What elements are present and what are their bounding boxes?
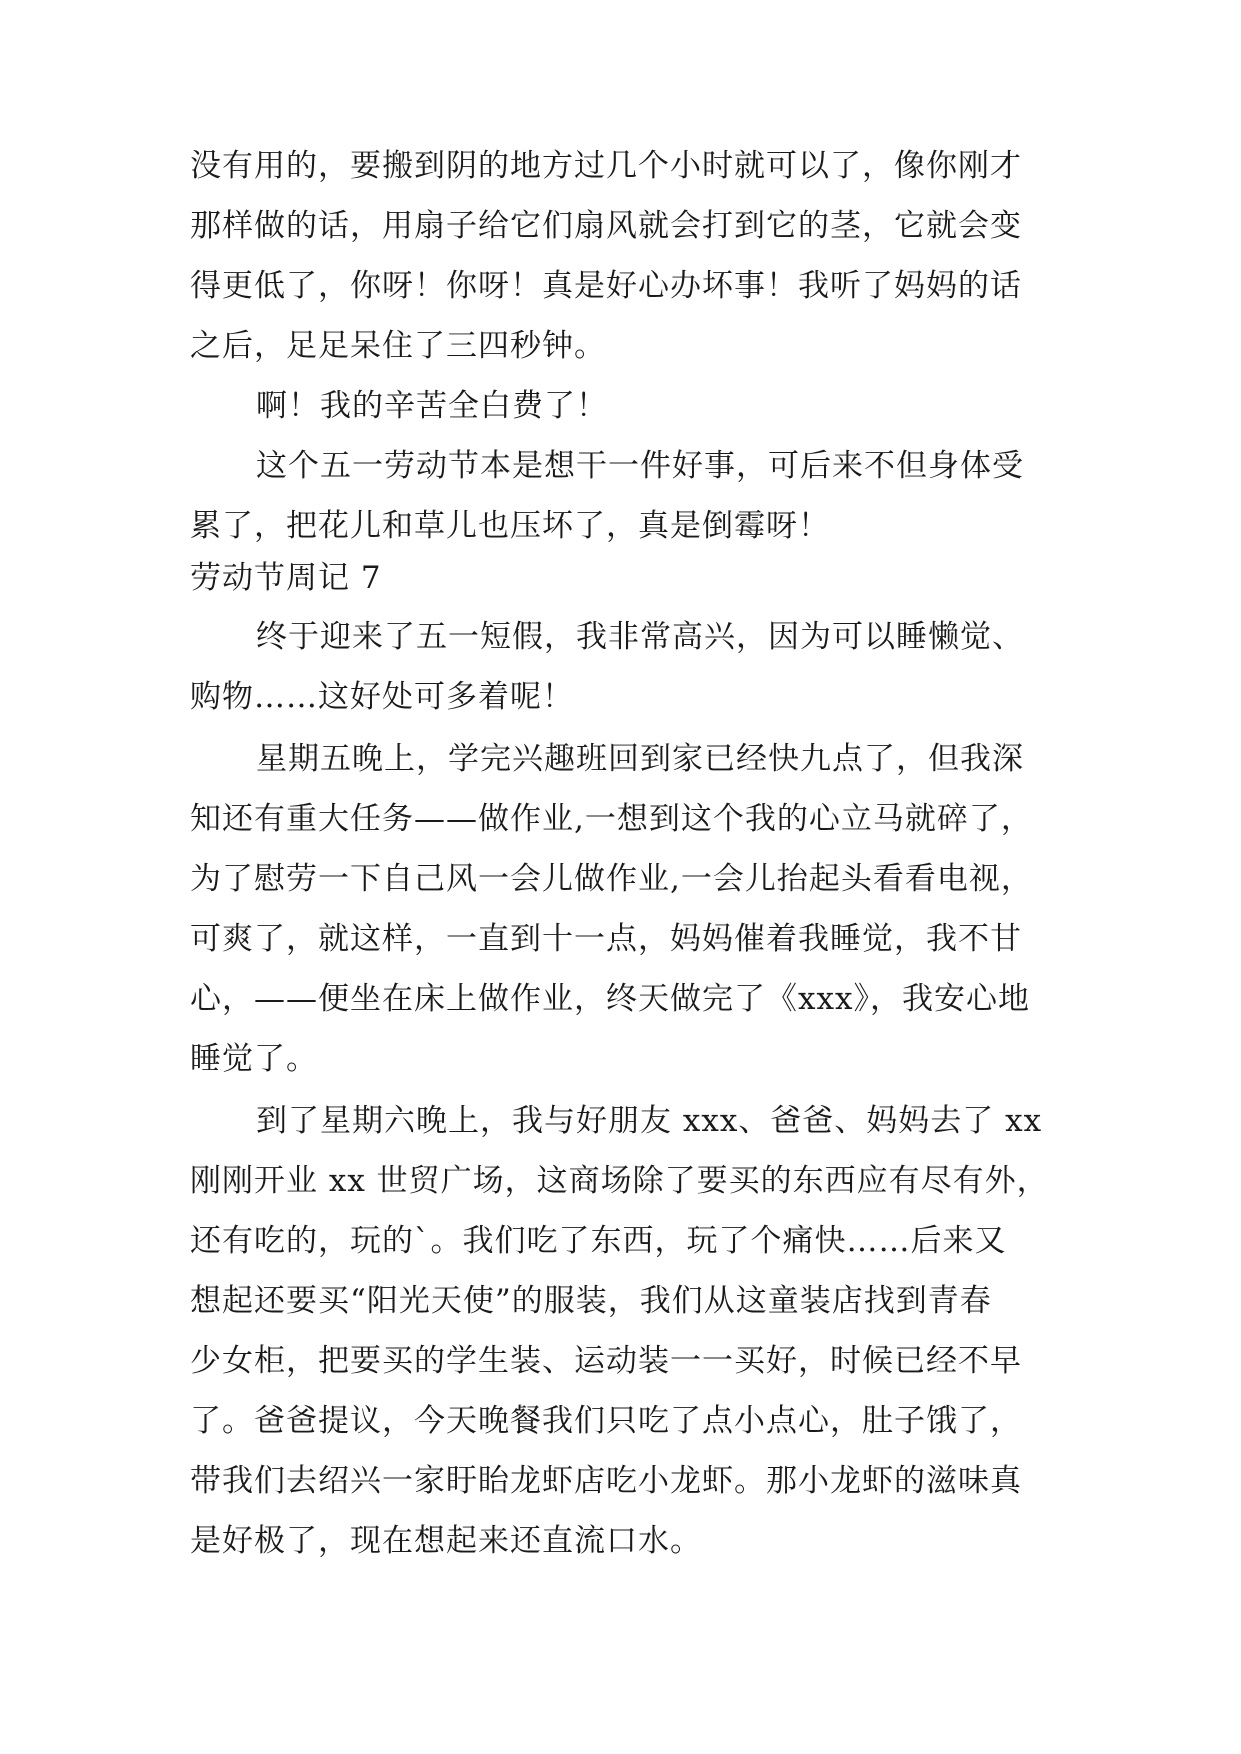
paragraph-line: 了。爸爸提议，今天晚餐我们只吃了点小点心，肚子饿了， <box>190 1403 1022 1439</box>
paragraph-line: 累了，把花儿和草儿也压坏了，真是倒霉呀！ <box>190 508 830 544</box>
paragraph-line: 没有用的，要搬到阴的地方过几个小时就可以了，像你刚才 <box>190 148 1022 184</box>
paragraph-line: 这个五一劳动节本是想干一件好事，可后来不但身体受 <box>256 448 1024 484</box>
paragraph-line: 那样做的话，用扇子给它们扇风就会打到它的茎，它就会变 <box>190 208 1022 244</box>
paragraph-line: 终于迎来了五一短假，我非常高兴，因为可以睡懒觉、 <box>256 619 1024 655</box>
paragraph-line: 心，——便坐在床上做作业，终天做完了《xxx》，我安心地 <box>190 981 1030 1017</box>
paragraph-line: 睡觉了。 <box>190 1041 318 1077</box>
paragraph-line: 购物……这好处可多着呢！ <box>190 679 574 715</box>
paragraph-line: 为了慰劳一下自己风一会儿做作业,一会儿抬起头看看电视， <box>190 861 1033 897</box>
paragraph-line: 星期五晚上，学完兴趣班回到家已经快九点了，但我深 <box>256 741 1024 777</box>
paragraph-line: 之后，足足呆住了三四秒钟。 <box>190 328 606 364</box>
paragraph-line: 知还有重大任务——做作业,一想到这个我的心立马就碎了， <box>190 801 1033 837</box>
paragraph-line: 可爽了，就这样，一直到十一点，妈妈催着我睡觉，我不甘 <box>190 921 1022 957</box>
paragraph-line: 想起还要买“阳光天使”的服装，我们从这童装店找到青春 <box>190 1283 992 1319</box>
paragraph-line: 啊！我的辛苦全白费了！ <box>256 388 608 424</box>
paragraph-line: 得更低了，你呀！你呀！真是好心办坏事！我听了妈妈的话 <box>190 268 1022 304</box>
section-heading: 劳动节周记 7 <box>190 560 382 596</box>
paragraph-line: 带我们去绍兴一家盱眙龙虾店吃小龙虾。那小龙虾的滋味真 <box>190 1463 1022 1499</box>
paragraph-line: 少女柜，把要买的学生装、运动装一一买好，时候已经不早 <box>190 1343 1022 1379</box>
paragraph-line: 刚刚开业 xx 世贸广场，这商场除了要买的东西应有尽有外， <box>190 1163 1049 1199</box>
paragraph-line: 到了星期六晚上，我与好朋友 xxx、爸爸、妈妈去了 xx <box>256 1103 1043 1139</box>
paragraph-line: 是好极了，现在想起来还直流口水。 <box>190 1523 702 1559</box>
paragraph-line: 还有吃的，玩的`。我们吃了东西，玩了个痛快……后来又 <box>190 1223 1007 1259</box>
